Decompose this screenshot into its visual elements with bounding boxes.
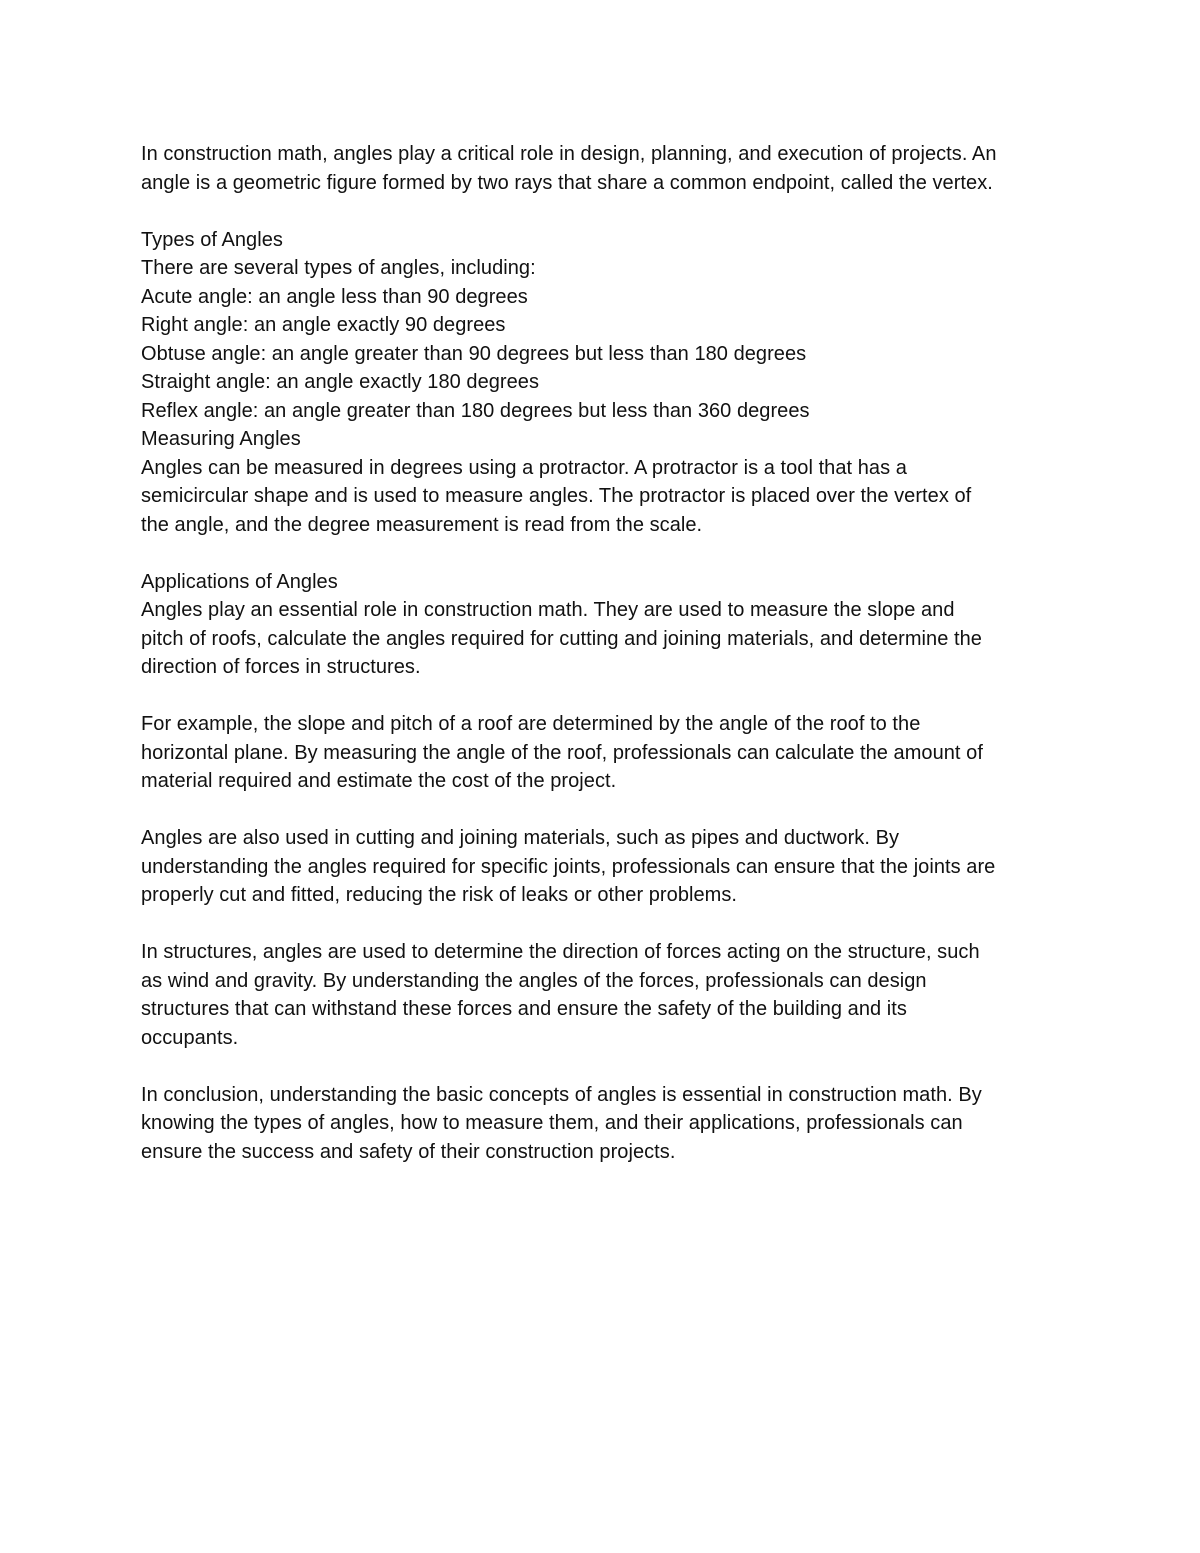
- text-line: direction of forces in structures.: [141, 656, 421, 678]
- structures-paragraph: [141, 938, 1066, 1052]
- document-body: [141, 140, 1066, 1166]
- applications-paragraph: [141, 596, 1066, 682]
- text-line: structures that can withstand these forces and ensure the safety of the building and its: [141, 998, 907, 1020]
- paragraph-gap: [141, 682, 1066, 711]
- conclusion-paragraph: [141, 1081, 1066, 1167]
- text-line: horizontal plane. By measuring the angle of the roof, professionals can calculate the amount of: [141, 741, 983, 764]
- list-item: Straight angle: an angle exactly 180 degrees: [141, 371, 540, 393]
- paragraph-gap: [141, 796, 1066, 825]
- text-line: the angle, and the degree measurement is read from the scale.: [141, 513, 703, 536]
- measuring-paragraph: [141, 454, 1066, 540]
- text-line: In conclusion, understanding the basic concepts of angles is essential in construction math. By: [141, 1083, 982, 1106]
- text-line: occupants.: [141, 1026, 239, 1049]
- text-line: For example, the slope and pitch of a roof are determined by the angle of the roof to the: [141, 713, 921, 735]
- text-line: semicircular shape and is used to measure angles. The protractor is placed over the vertex of: [141, 485, 972, 507]
- paragraph-gap: [141, 539, 1066, 568]
- types-heading: Types of Angles: [141, 228, 283, 251]
- text-line: ensure the success and safety of their construction projects.: [141, 1140, 676, 1163]
- measuring-heading: Measuring Angles: [141, 428, 301, 450]
- intro-paragraph: [141, 140, 1066, 197]
- text-line: properly cut and fitted, reducing the risk of leaks or other problems.: [141, 884, 738, 906]
- list-item: Acute angle: an angle less than 90 degrees: [141, 285, 528, 308]
- text-line: Angles can be measured in degrees using a protractor. A protractor is a tool that has a: [141, 456, 907, 479]
- text-line: Angles are also used in cutting and joining materials, such as pipes and ductwork. By: [141, 827, 900, 849]
- applications-heading: Applications of Angles: [141, 570, 338, 593]
- types-intro: There are several types of angles, including:: [141, 257, 536, 279]
- list-item: Reflex angle: an angle greater than 180 degrees but less than 360 degrees: [141, 399, 810, 422]
- list-item: Right angle: an angle exactly 90 degrees: [141, 314, 506, 336]
- paragraph-gap: [141, 910, 1066, 939]
- example-paragraph: [141, 710, 1066, 796]
- list-item: Obtuse angle: an angle greater than 90 degrees but less than 180 degrees: [141, 342, 807, 365]
- text-line: as wind and gravity. By understanding the angles of the forces, professionals can design: [141, 969, 927, 992]
- text-line: understanding the angles required for specific joints, professionals can ensure that the joints are: [141, 855, 996, 878]
- paragraph-gap: [141, 1052, 1066, 1081]
- cutting-paragraph: [141, 824, 1066, 910]
- text-line: In structures, angles are used to determine the direction of forces acting on the structure, such: [141, 941, 980, 963]
- text-line: Angles play an essential role in construction math. They are used to measure the slope and: [141, 599, 955, 621]
- text-line: material required and estimate the cost of the project.: [141, 770, 617, 792]
- text-line: In construction math, angles play a critical role in design, planning, and execution of projects. An: [141, 143, 997, 165]
- text-line: pitch of roofs, calculate the angles required for cutting and joining materials, and determine the: [141, 627, 982, 650]
- text-line: angle is a geometric figure formed by two rays that share a common endpoint, called the vertex.: [141, 171, 993, 194]
- paragraph-gap: [141, 197, 1066, 226]
- types-list: [141, 283, 1066, 426]
- text-line: knowing the types of angles, how to measure them, and their applications, professionals can: [141, 1112, 963, 1134]
